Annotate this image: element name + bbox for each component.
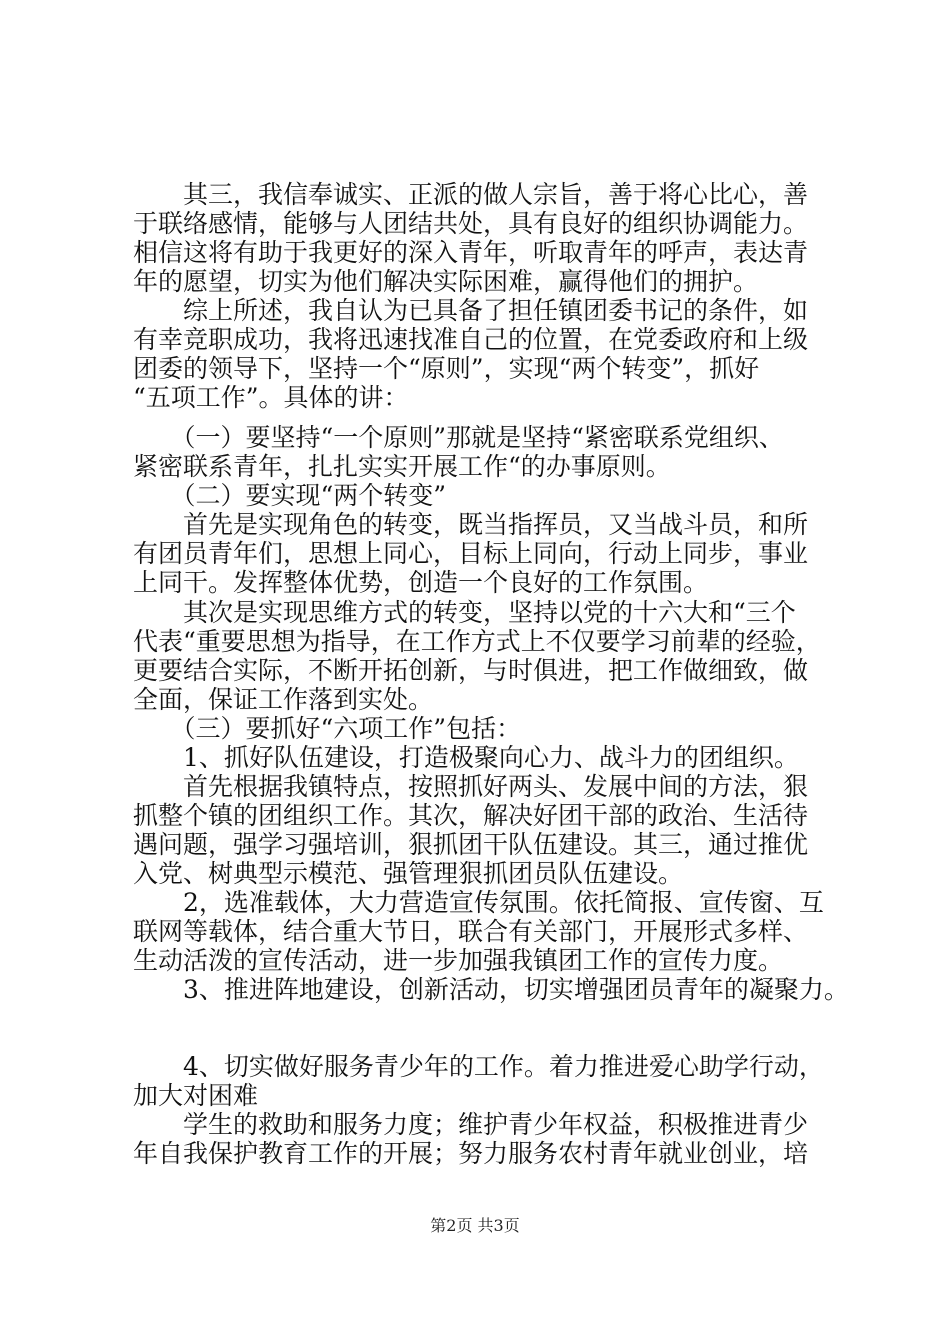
text-line: 2，选准载体，大力营造宣传氛围。依托简报、宣传窗、互 xyxy=(133,888,824,917)
text-line: 抓整个镇的团组织工作。其次，解决好团干部的政治、生活待 xyxy=(133,801,809,830)
text-line: 紧密联系青年，扎扎实实开展工作“的办事原则。 xyxy=(133,452,671,481)
text-line: 联网等载体，结合重大节日，联合有关部门，开展形式多样、 xyxy=(133,917,809,946)
text-line: 相信这将有助于我更好的深入青年，听取青年的呼声，表达青 xyxy=(133,238,809,267)
text-line: 有团员青年们，思想上同心，目标上同向，行动上同步，事业 xyxy=(133,539,809,568)
text-line: （一）要坚持“一个原则”那就是坚持“紧密联系党组织、 xyxy=(133,423,784,452)
text-line: 更要结合实际，不断开拓创新，与时俱进，把工作做细致，做 xyxy=(133,656,809,685)
text-line: “五项工作”。具体的讲： xyxy=(133,383,409,412)
text-line: 上同干。发挥整体优势，创造一个良好的工作氛围。 xyxy=(133,568,709,597)
text-line: 3、推进阵地建设，创新活动，切实增强团员青年的凝聚力。 xyxy=(133,975,849,1004)
text-line: 生动活泼的宣传活动，进一步加强我镇团工作的宣传力度。 xyxy=(133,946,784,975)
text-line: 全面，保证工作落到实处。 xyxy=(133,685,434,714)
text-line: 加大对困难 xyxy=(133,1081,259,1110)
text-line: 首先是实现角色的转变，既当指挥员，又当战斗员，和所 xyxy=(133,510,809,539)
text-line: 入党、树典型示模范、强管理狠抓团员队伍建设。 xyxy=(133,859,684,888)
text-line: 综上所述，我自认为已具备了担任镇团委书记的条件，如 xyxy=(133,296,809,325)
text-line: 代表“重要思想为指导，在工作方式上不仅要学习前辈的经验， xyxy=(133,627,821,656)
text-line: 其三，我信奉诚实、正派的做人宗旨，善于将心比心，善 xyxy=(133,180,809,209)
text-line: 遇问题，强学习强培训，狠抓团干队伍建设。其三，通过推优 xyxy=(133,830,809,859)
text-line: （二）要实现“两个转变” xyxy=(133,481,447,510)
text-line: 年的愿望，切实为他们解决实际困难，赢得他们的拥护。 xyxy=(133,267,759,296)
text-line: 其次是实现思维方式的转变，坚持以党的十六大和“三个 xyxy=(133,598,796,627)
text-line: 4、切实做好服务青少年的工作。着力推进爱心助学行动， xyxy=(133,1052,824,1081)
text-line: 学生的救助和服务力度；维护青少年权益，积极推进青少 xyxy=(133,1110,809,1139)
page-number: 第2页 共3页 xyxy=(430,1216,520,1235)
text-line: 年自我保护教育工作的开展；努力服务农村青年就业创业，培 xyxy=(133,1139,809,1168)
text-line: 首先根据我镇特点，按照抓好两头、发展中间的方法，狠 xyxy=(133,772,809,801)
text-line: （三）要抓好“六项工作”包括： xyxy=(133,714,522,743)
text-line: 团委的领导下，坚持一个“原则”，实现“两个转变”，抓好 xyxy=(133,354,760,383)
text-line: 有幸竞职成功，我将迅速找准自己的位置，在党委政府和上级 xyxy=(133,325,809,354)
text-line: 1、抓好队伍建设，打造极聚向心力、战斗力的团组织。 xyxy=(133,743,799,772)
text-line: 于联络感情，能够与人团结共处，具有良好的组织协调能力。 xyxy=(133,209,809,238)
